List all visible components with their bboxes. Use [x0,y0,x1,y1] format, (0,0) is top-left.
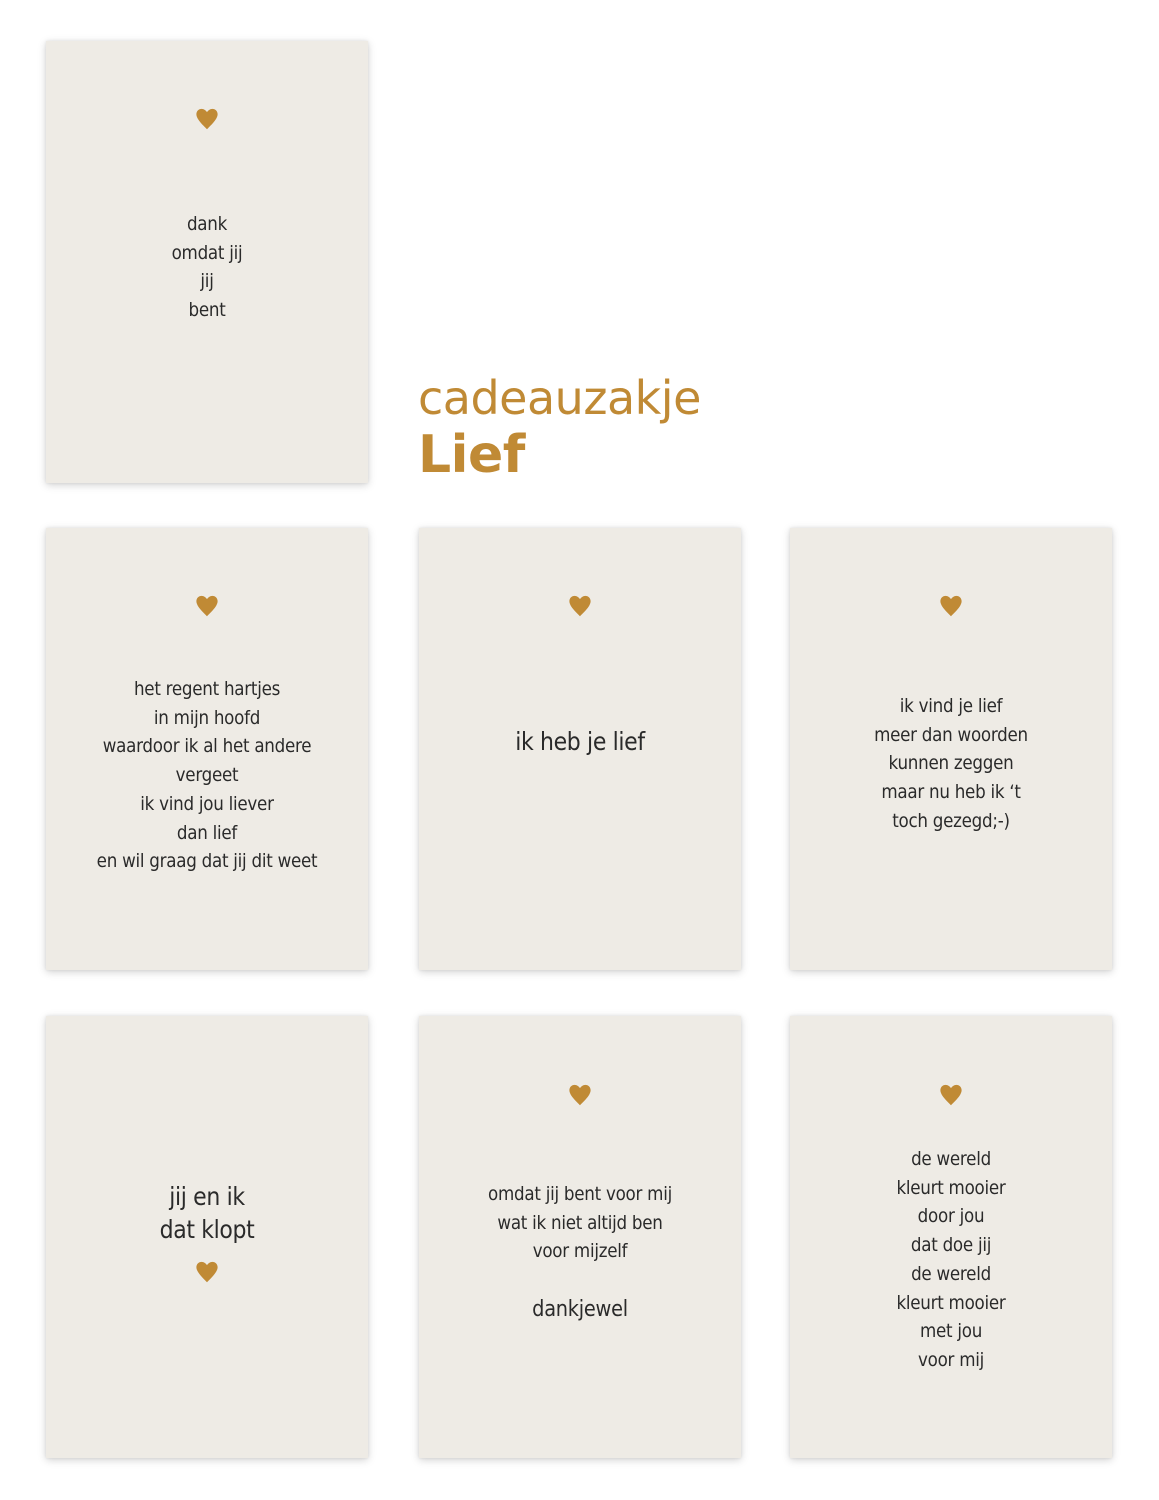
card-text: jij en ik dat klopt [159,1182,255,1244]
card-text: ik vind je lief meer dan woorden kunnen zeggen maar nu heb ik ‘t toch gezegd;-) [874,695,1028,832]
heart-icon [194,593,220,619]
card-4 [790,528,1112,970]
heart-icon [194,1259,220,1285]
card-3 [419,528,741,970]
card-text: het regent hartjes in mijn hoofd waardoor ik al het andere vergeet ik vind jou liever dan lief en wil graag dat jij dit weet [96,678,318,873]
card-text: omdat jij bent voor mij wat ik niet altijd ben voor mijzelf [488,1183,672,1263]
card-closing: dankjewel [532,1297,628,1322]
card-6 [419,1016,741,1458]
card-7 [790,1016,1112,1458]
title-block [418,370,701,484]
card-text: de wereld kleurt mooier door jou dat doe jij de wereld kleurt mooier met jou voor mij [896,1148,1006,1371]
title-line1: cadeauzakje [418,371,701,425]
heart-icon [938,1082,964,1108]
card-5 [46,1016,368,1458]
card-2 [46,528,368,970]
heart-icon [194,106,220,132]
card-1 [46,41,368,483]
card-text: ik heb je lief [515,727,645,756]
card-text: dank omdat jij jij bent [171,213,243,322]
heart-icon [567,593,593,619]
title-line2: Lief [418,425,525,485]
heart-icon [567,1082,593,1108]
heart-icon [938,593,964,619]
